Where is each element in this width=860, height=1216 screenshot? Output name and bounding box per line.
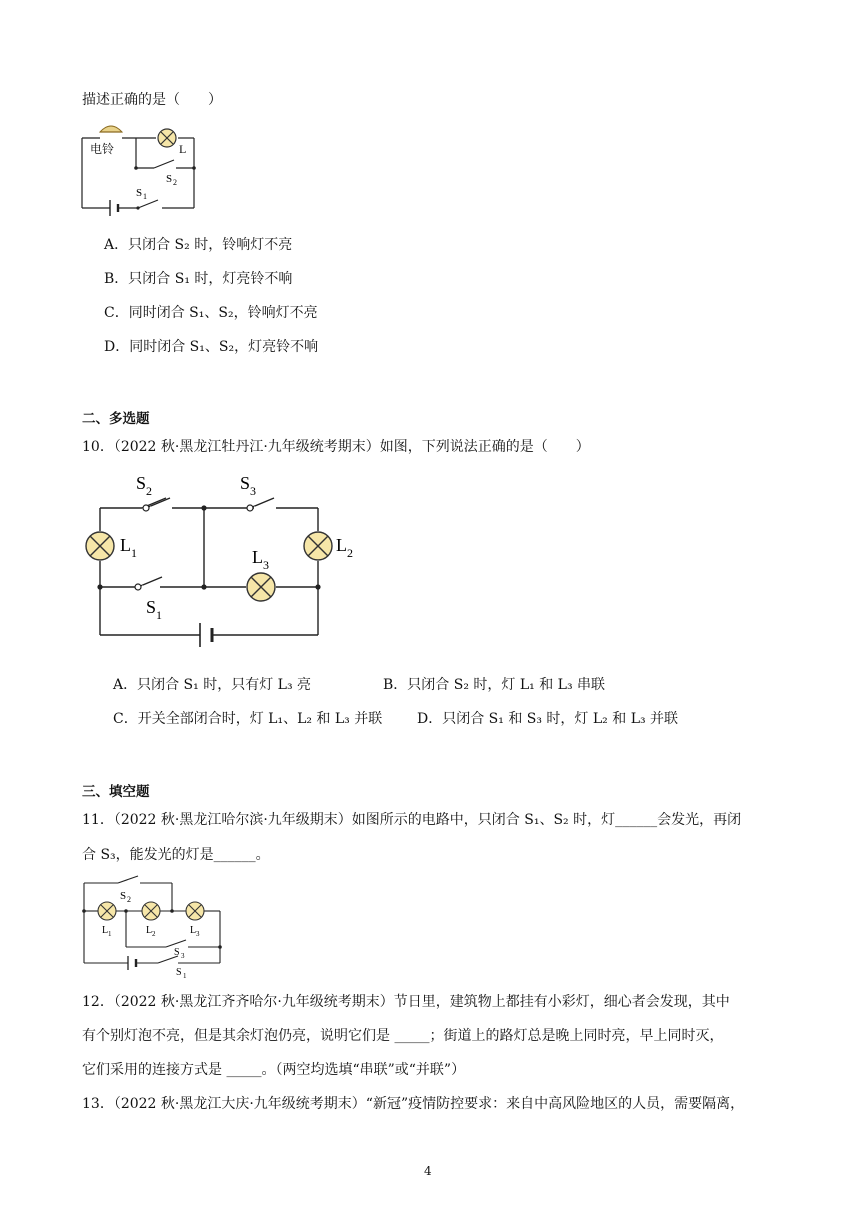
svg-text:2: 2 xyxy=(146,484,152,498)
svg-text:1: 1 xyxy=(156,608,162,622)
q10-option-a: A．只闭合 S₁ 时，只有灯 L₃ 亮 xyxy=(113,677,312,693)
svg-text:3: 3 xyxy=(181,952,185,960)
section-3-title: 三、填空题 xyxy=(82,784,150,800)
svg-text:S: S xyxy=(240,473,251,493)
q9-circuit-figure xyxy=(78,120,208,220)
svg-text:L: L xyxy=(102,925,109,936)
svg-text:3: 3 xyxy=(196,930,200,938)
svg-text:2: 2 xyxy=(127,895,131,904)
svg-text:L: L xyxy=(190,925,197,936)
svg-text:1: 1 xyxy=(143,192,147,201)
q10-stem: 10．（2022 秋·黑龙江牡丹江·九年级统考期末）如图，下列说法正确的是（ ） xyxy=(82,439,590,455)
q9-option-c: C．同时闭合 S₁、S₂，铃响灯不亮 xyxy=(104,305,318,321)
section-2-title: 二、多选题 xyxy=(82,411,150,427)
q11-circuit-figure xyxy=(78,875,228,980)
svg-text:2: 2 xyxy=(152,930,156,938)
svg-text:3: 3 xyxy=(250,484,256,498)
bell-label: 电铃 xyxy=(90,142,115,156)
q10-option-b: B．只闭合 S₂ 时，灯 L₁ 和 L₃ 串联 xyxy=(383,677,606,693)
q10-option-c: C．开关全部闭合时，灯 L₁、L₂ 和 L₃ 并联 xyxy=(113,711,383,727)
svg-text:2: 2 xyxy=(347,546,353,560)
svg-text:L: L xyxy=(336,535,347,555)
q12-line-2: 有个别灯泡不亮，但是其余灯泡仍亮，说明它们是 _____；街道上的路灯总是晚上同时亮，早上同时灭， xyxy=(82,1028,724,1044)
svg-text:S: S xyxy=(174,947,180,958)
q9-option-d: D．同时闭合 S₁、S₂，灯亮铃不响 xyxy=(104,339,319,355)
svg-text:S: S xyxy=(176,967,182,978)
q11-line-1: 11．（2022 秋·黑龙江哈尔滨·九年级期末）如图所示的电路中，只闭合 S₁、S₂ 时，灯______会发光，再闭 xyxy=(82,812,742,828)
svg-text:2: 2 xyxy=(173,178,177,187)
svg-text:S: S xyxy=(146,597,157,617)
q10-option-d: D．只闭合 S₁ 和 S₃ 时，灯 L₂ 和 L₃ 并联 xyxy=(417,711,679,727)
svg-text:1: 1 xyxy=(183,972,187,980)
svg-text:1: 1 xyxy=(108,930,112,938)
q11-line-2: 合 S₃，能发光的灯是______。 xyxy=(82,847,270,863)
q9-option-a: A．只闭合 S₂ 时，铃响灯不亮 xyxy=(104,237,293,253)
svg-text:S: S xyxy=(166,173,173,185)
svg-text:1: 1 xyxy=(131,546,137,560)
q10-circuit-figure xyxy=(80,465,370,665)
svg-text:L: L xyxy=(120,535,131,555)
q10-circuit-svg xyxy=(80,465,370,665)
q13-line-1: 13．（2022 秋·黑龙江大庆·九年级统考期末）“新冠”疫情防控要求：来自中高风险地区的人员，需要隔离， xyxy=(82,1096,745,1112)
page-number: 4 xyxy=(424,1164,432,1178)
q9-circuit-svg xyxy=(78,120,208,220)
svg-text:S: S xyxy=(136,187,143,199)
q12-line-1: 12．（2022 秋·黑龙江齐齐哈尔·九年级统考期末）节日里，建筑物上都挂有小彩灯，细心者会发现，其中 xyxy=(82,994,730,1010)
lamp-L-label: L xyxy=(179,142,187,156)
q12-line-3: 它们采用的连接方式是 _____。（两空均选填“串联”或“并联”） xyxy=(82,1062,466,1078)
svg-text:3: 3 xyxy=(263,558,269,572)
q11-circuit-svg xyxy=(78,875,228,980)
svg-text:S: S xyxy=(120,890,127,902)
svg-text:L: L xyxy=(146,925,153,936)
svg-text:L: L xyxy=(252,547,263,567)
q9-option-b: B．只闭合 S₁ 时，灯亮铃不响 xyxy=(104,271,293,287)
svg-text:S: S xyxy=(136,473,147,493)
q9-stem: 描述正确的是（ ） xyxy=(82,92,222,108)
